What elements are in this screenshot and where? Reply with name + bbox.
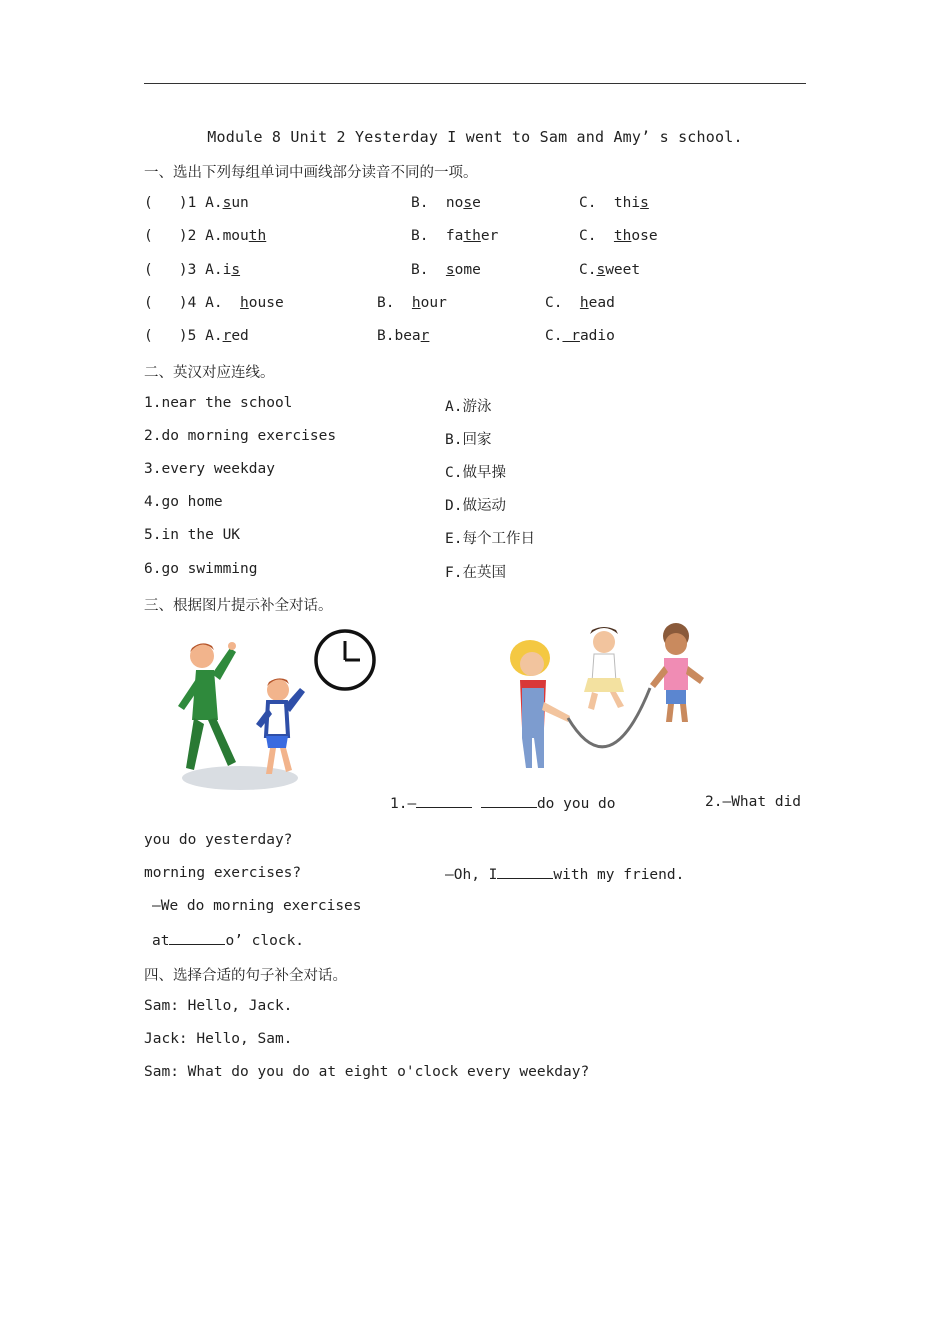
option-a-text: mou — [222, 228, 249, 244]
question-3-option-a — [144, 262, 240, 278]
question-1-option-a — [144, 195, 249, 211]
question-number: )1 A. — [152, 195, 223, 211]
question-1-option-b — [411, 195, 481, 211]
option-a-text: ed — [231, 328, 249, 344]
question-2-option-a — [144, 228, 266, 244]
match-right-item[interactable]: C.做早操 — [445, 465, 506, 481]
question-number: )3 A. — [152, 262, 223, 278]
match-left-item[interactable]: 2.do morning exercises — [144, 428, 337, 444]
option-a-underlined: r — [222, 328, 232, 344]
section4-heading: 四、选择合适的句子补全对话。 — [144, 968, 347, 984]
question-number: )2 A. — [152, 228, 223, 244]
option-c-label: C. — [545, 295, 580, 311]
question-2-option-c — [579, 228, 658, 244]
option-c-text: adio — [579, 328, 615, 344]
match-left-item[interactable]: 1.near the school — [144, 395, 293, 411]
dialogue-line-3: Sam: What do you do at eight o'clock every weekday? — [144, 1064, 590, 1080]
option-a-text: ouse — [248, 295, 284, 311]
clock-icon — [312, 627, 378, 693]
option-a-underlined: s — [222, 195, 232, 211]
option-b-text: bea — [394, 328, 421, 344]
option-c-underlined: th — [613, 228, 632, 244]
q1-line2: morning exercises? — [144, 865, 302, 881]
match-left-item[interactable]: 6.go swimming — [144, 561, 258, 577]
paren: ( — [144, 328, 153, 344]
option-b-text: our — [420, 295, 447, 311]
option-b-underlined: r — [420, 328, 430, 344]
option-c-label: C. — [579, 262, 597, 278]
match-right-item[interactable]: A.游泳 — [445, 399, 492, 415]
option-b-text: er — [480, 228, 499, 244]
match-right-item[interactable]: E.每个工作日 — [445, 531, 535, 547]
section2-heading: 二、英汉对应连线。 — [144, 365, 275, 381]
option-c-text: ead — [588, 295, 615, 311]
option-c-underlined: s — [596, 262, 606, 278]
option-b-underlined: s — [463, 195, 473, 211]
question-number: )5 A. — [152, 328, 223, 344]
paren: ( — [144, 195, 153, 211]
option-b-text: fa — [445, 228, 464, 244]
option-c-label: C. — [579, 228, 614, 244]
q1-line4 — [152, 931, 304, 949]
q1-line3: —We do morning exercises — [152, 898, 362, 914]
section1-heading: 一、选出下列每组单词中画线部分读音不同的一项。 — [144, 165, 478, 181]
option-b-label: B. — [377, 295, 412, 311]
option-a-underlined: s — [231, 262, 241, 278]
section3-heading: 三、根据图片提示补全对话。 — [144, 598, 333, 614]
q1-tail: do you do — [536, 796, 616, 812]
question-number: )4 A. — [152, 295, 241, 311]
option-a-underlined: th — [248, 228, 267, 244]
top-rule — [144, 83, 806, 84]
option-c-text: thi — [613, 195, 641, 211]
option-a-text: un — [231, 195, 249, 211]
option-b-text: e — [472, 195, 481, 211]
question-1-option-c — [579, 195, 649, 211]
match-left-item[interactable]: 5.in the UK — [144, 527, 241, 543]
q1-number: 1.— — [390, 796, 417, 812]
option-c-label: C. — [579, 195, 614, 211]
match-right-item[interactable]: F.在英国 — [445, 565, 506, 581]
question-5-option-b — [377, 328, 429, 344]
option-c-underlined: r — [562, 328, 580, 344]
page-title: Module 8 Unit 2 Yesterday I went to Sam and Amy’ s school. — [207, 128, 743, 146]
option-c-text: ose — [631, 228, 658, 244]
q1-blank-1[interactable] — [416, 794, 472, 808]
option-a-underlined: h — [240, 295, 249, 311]
jump-rope-picture — [500, 618, 718, 776]
q2-line2: you do yesterday? — [144, 832, 293, 848]
option-b-label: B. — [411, 262, 446, 278]
option-b-label: B. — [377, 328, 395, 344]
dialogue-line-1: Sam: Hello, Jack. — [144, 998, 293, 1014]
match-right-item[interactable]: D.做运动 — [445, 498, 506, 514]
option-b-text: ome — [454, 262, 481, 278]
question-4-option-c — [545, 295, 615, 311]
option-b-label: B. — [411, 228, 446, 244]
q1-line4-pre: at — [152, 933, 170, 949]
question-3-option-b — [411, 262, 481, 278]
paren: ( — [144, 262, 153, 278]
option-c-label: C. — [545, 328, 563, 344]
paren: ( — [144, 295, 153, 311]
option-b-text: no — [445, 195, 464, 211]
option-b-underlined: h — [411, 295, 421, 311]
match-right-item[interactable]: B.回家 — [445, 432, 492, 448]
question-5-option-c — [545, 328, 615, 344]
option-b-label: B. — [411, 195, 446, 211]
option-c-underlined: s — [640, 195, 649, 211]
match-left-item[interactable]: 4.go home — [144, 494, 223, 510]
dialogue-line-2: Jack: Hello, Sam. — [144, 1031, 293, 1047]
question-4-option-b — [377, 295, 447, 311]
option-b-underlined: s — [445, 262, 455, 278]
question-5-option-a — [144, 328, 249, 344]
option-c-text: weet — [605, 262, 641, 278]
paren: ( — [144, 228, 153, 244]
option-a-text: i — [222, 262, 232, 278]
option-b-underlined: th — [463, 228, 481, 244]
family-exercise-picture — [168, 628, 328, 798]
q2-line3-post: with my friend. — [553, 867, 685, 883]
question-3-option-c — [579, 262, 640, 278]
q2-line3 — [445, 865, 684, 883]
q2-line1: 2.—What did — [705, 794, 802, 810]
option-c-underlined: h — [579, 295, 589, 311]
q1-line1 — [390, 794, 616, 812]
q1-line4-post: o’ clock. — [225, 933, 305, 949]
q2-line3-pre: —Oh, I — [445, 867, 498, 883]
question-2-option-b — [411, 228, 498, 244]
q2-blank[interactable] — [497, 865, 553, 879]
match-left-item[interactable]: 3.every weekday — [144, 461, 275, 477]
q1-blank-3[interactable] — [169, 931, 225, 945]
question-4-option-a — [144, 295, 284, 311]
q1-blank-2[interactable] — [481, 794, 537, 808]
